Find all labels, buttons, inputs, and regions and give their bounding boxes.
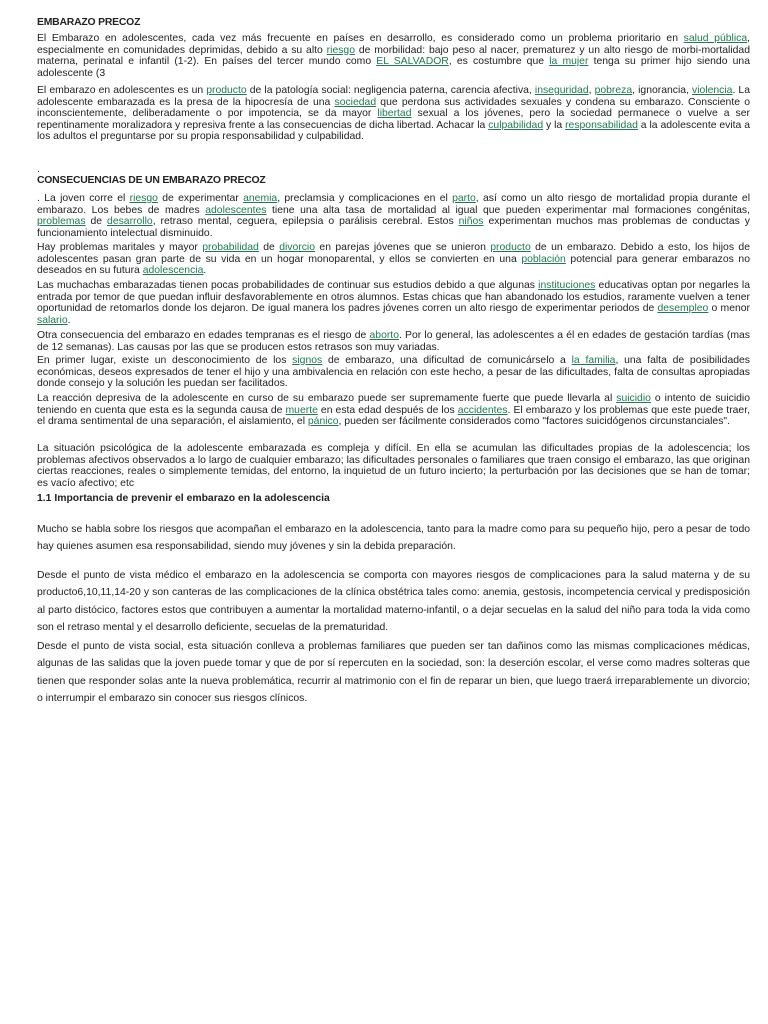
text-run: , pueden ser fácilmente considerados como "factores suicidógenos circunstanciales". <box>338 416 730 427</box>
paragraph <box>37 85 750 143</box>
inline-link[interactable]: la familia <box>571 355 616 366</box>
text-run: y la <box>543 119 566 131</box>
inline-link[interactable]: salud pública <box>683 33 748 44</box>
inline-link[interactable]: producto <box>490 242 531 253</box>
text-run: . La joven corre el <box>37 193 130 204</box>
text-run: a la adolescente evita a los adultos el preguntarse por su propia responsabilidad y culpabilidad. <box>37 119 750 142</box>
text-run: educativas optan por negarles la entrada por temor de que puedan influir desfavorablemente en otros alumnos. Estas chicas que han abandonado los estudios, raramente vuelven a tener oportunidad de retomarlos donde los dejaron. De igual manera los padres jóvenes corren un alto riesgo de experimentar periodos de <box>37 280 751 314</box>
paragraph: Desde el punto de vista social, esta situación conlleva a problemas familiares que pueden ser tan dañinos como las mismas complicaciones médicas, algunas de las salidas que la joven puede tomar y que de por sí repercuten en la sociedad, son: la deserción escolar, el verse como madres solteras que tienen que responder solas ante la nueva problemática, recurrir al matrimonio con el fin de reparar un bien, que luego traerá irreparablemente un divorcio; o interrumpir el embarazo sin conocer sus riesgos clínicos. <box>37 641 750 704</box>
inline-link[interactable]: EL SALVADOR <box>376 56 449 67</box>
text-run: , preclamsia y complicaciones en el <box>277 193 453 204</box>
paragraph <box>37 280 750 326</box>
paragraph <box>37 242 750 277</box>
inline-link[interactable]: culpabilidad <box>488 119 544 131</box>
inline-link[interactable]: aborto <box>369 330 399 341</box>
inline-link[interactable]: parto <box>452 193 476 204</box>
text-run: . Por lo general, las adolescentes a él en edades de gestación tardías (mas de 12 semanas). Las causas por las que se producen estos retrasos son muy variadas. <box>37 330 750 353</box>
text-run: , <box>588 85 595 96</box>
inline-link[interactable]: adolescencia <box>142 265 204 276</box>
text-run: de <box>258 242 280 253</box>
inline-link[interactable]: probabilidad <box>202 242 259 253</box>
text-run: o intento de suicidio teniendo en cuenta que esta es la segunda causa de <box>37 393 750 416</box>
paragraph: Mucho se habla sobre los riesgos que acompañan el embarazo en la adolescencia, tanto para la madre como para su pequeño hijo, pero a pesar de todo hay quienes asumen esa responsabilidad, siendo muy jóvenes y sin la debida preparación. <box>37 524 750 553</box>
inline-link[interactable]: accidentes <box>457 404 508 416</box>
text-run: , retraso mental, ceguera, epilepsia o parálisis cerebral. Estos <box>152 216 459 227</box>
text-run: , así como un alto riesgo de mortalidad propia durante el embarazo. Los bebes de madres <box>37 193 751 216</box>
paragraph <box>37 393 750 428</box>
dot-text: . <box>37 164 40 175</box>
inline-link[interactable]: pobreza <box>594 85 633 96</box>
inline-link[interactable]: libertad <box>377 108 412 119</box>
inline-link[interactable]: desarrollo <box>107 216 153 227</box>
text-run: de la patología social: negligencia paterna, carencia afectiva, <box>246 85 535 96</box>
inline-link[interactable]: salario <box>37 314 68 326</box>
inline-link[interactable]: signos <box>292 355 323 366</box>
inline-link[interactable]: niños <box>458 216 484 227</box>
text-run: En primer lugar, existe un desconocimiento de los <box>37 355 293 366</box>
inline-link[interactable]: suicidio <box>616 393 651 404</box>
inline-link[interactable]: riesgo <box>326 44 355 56</box>
text-run: de un embarazo. Debido a esto, los hijos de adolescentes pasan gran parte de su vida en un hogar monoparental, y ellos se convierten en una <box>37 242 750 265</box>
text-run: en esta edad después de los <box>317 404 458 416</box>
doc-title: EMBARAZO PRECOZ <box>37 17 141 28</box>
inline-link[interactable]: población <box>521 253 566 265</box>
paragraph <box>37 355 750 390</box>
paragraph <box>37 193 750 239</box>
inline-link[interactable]: muerte <box>285 404 318 416</box>
text-run: de embarazo, una dificultad de comunicárselo a <box>322 355 572 366</box>
text-run: . <box>67 314 71 326</box>
section-title: CONSECUENCIAS DE UN EMBARAZO PRECOZ <box>37 175 266 186</box>
text-run: El embarazo en adolescentes es un <box>37 85 207 96</box>
inline-link[interactable]: divorcio <box>279 242 316 253</box>
inline-link[interactable]: responsabilidad <box>565 119 638 131</box>
inline-link[interactable]: inseguridad <box>534 85 589 96</box>
text-run: tiene una alta tasa de mortalidad al igual que pueden experimentar mal formaciones congénitas, <box>266 204 751 216</box>
inline-link[interactable]: problemas <box>37 216 86 227</box>
inline-link[interactable]: pánico <box>307 416 339 427</box>
text-run: experimentan muchos mas problemas de conductas y funcionamiento intelectual disminuido. <box>37 216 750 239</box>
inline-link[interactable]: anemia <box>243 193 278 204</box>
text-run: Las muchachas embarazadas tienen pocas probabilidades de continuar sus estudios debido a que algunas <box>37 280 539 291</box>
text-run: La reacción depresiva de la adolescente en curso de su embarazo puede ser supremamente fuerte que puede llevarla al <box>37 393 617 404</box>
inline-link[interactable]: sociedad <box>334 96 377 108</box>
paragraph: Desde el punto de vista médico el embarazo en la adolescencia se comporta con mayores riesgos de complicaciones para la salud materna y de su producto6,10,11,14-20 y son canteras de las complicaciones de la clínica obstétrica tales como: anemia, gestosis, incompetencia cervical y predisposición al parto distócico, factores estos que contribuyen a aumentar la mortalidad materno-infantil, o a dejar secuelas en la salud del niño para toda la vida como son el retraso mental y el desarrollo deficiente, secuelas de la prematuridad. <box>37 570 750 633</box>
paragraph <box>37 33 750 79</box>
text-run: . <box>203 265 207 276</box>
text-run: Otra consecuencia del embarazo en edades tempranas es el riesgo de <box>37 330 370 341</box>
text-run: , una falta de posibilidades económicas, deseos expresados de tener el hijo y una ambivalencia en relación con este hecho, a pesar de las dificultades, falta de consultas apropiadas donde consejo y la solución les puedan ser facilitados. <box>37 355 750 389</box>
inline-link[interactable]: desempleo <box>657 303 709 314</box>
subsection-title: 1.1 Importancia de prevenir el embarazo en la adolescencia <box>37 493 330 504</box>
text-run: . La adolescente embarazada es la presa de la hipocresía de una <box>37 85 750 108</box>
text-run: de morbilidad: bajo peso al nacer, prematurez y un alto riesgo de morbi-mortalidad materna, perinatal e infantil (1-2). En países del tercer mundo como <box>37 44 750 67</box>
inline-link[interactable]: instituciones <box>538 280 596 291</box>
paragraph <box>37 330 750 353</box>
text-run: que perdona sus actividades sexuales y condena su embarazo. Consciente o inconscientemente, deliberadamente o por impotencia, se da mayor <box>37 96 750 119</box>
text-run: . El embarazo y los problemas que este puede traer, el drama sentimental de una separación, el aislamiento, el <box>37 404 750 427</box>
text-run: de <box>85 216 108 227</box>
inline-link[interactable]: adolescentes <box>205 204 267 216</box>
text-run: o menor <box>708 303 750 314</box>
inline-link[interactable]: la mujer <box>549 56 589 67</box>
inline-link[interactable]: violencia <box>692 85 733 96</box>
text-run: sexual a los jóvenes, pero la sociedad permanece o vuelve a ser repentinamente moralizadora y represiva frente a las consecuencias de dicha libertad. Achacar la <box>37 108 750 131</box>
text-run: La situación psicológica de la adolescente embarazada es compleja y difícil. En ella se acumulan las dificultades propias de la adolescencia; los problemas afectivos observados a lo largo de cualquier embarazo; las dificultades personales o familiares que traen consigo el embarazo, las que originan ciertas reacciones, reales o simplemente temidas, del entorno, la inquietud de un futuro incierto; la perturbación por las decisiones que se han de tomar; es vacío afectivo; etc <box>37 443 750 489</box>
paragraph <box>37 443 750 489</box>
inline-link[interactable]: riesgo <box>129 193 158 204</box>
inline-link[interactable]: producto <box>206 85 247 96</box>
text-run: , ignorancia, <box>632 85 693 96</box>
text-run: en parejas jóvenes que se unieron <box>315 242 491 253</box>
text-run: de experimentar <box>157 193 244 204</box>
text-run: , es costumbre que <box>448 56 550 67</box>
text-run: tenga su primer hijo siendo una adolescente (3 <box>37 56 750 79</box>
text-run: El Embarazo en adolescentes, cada vez más frecuente en países en desarrollo, es considerado como un problema prioritario en <box>37 33 684 44</box>
text-run: , especialmente en comunidades deprimidas, debido a su alto <box>37 33 750 56</box>
text-run: Hay problemas maritales y mayor <box>37 242 203 253</box>
text-run: potencial para generar embarazos no deseados en su futura <box>37 253 750 276</box>
